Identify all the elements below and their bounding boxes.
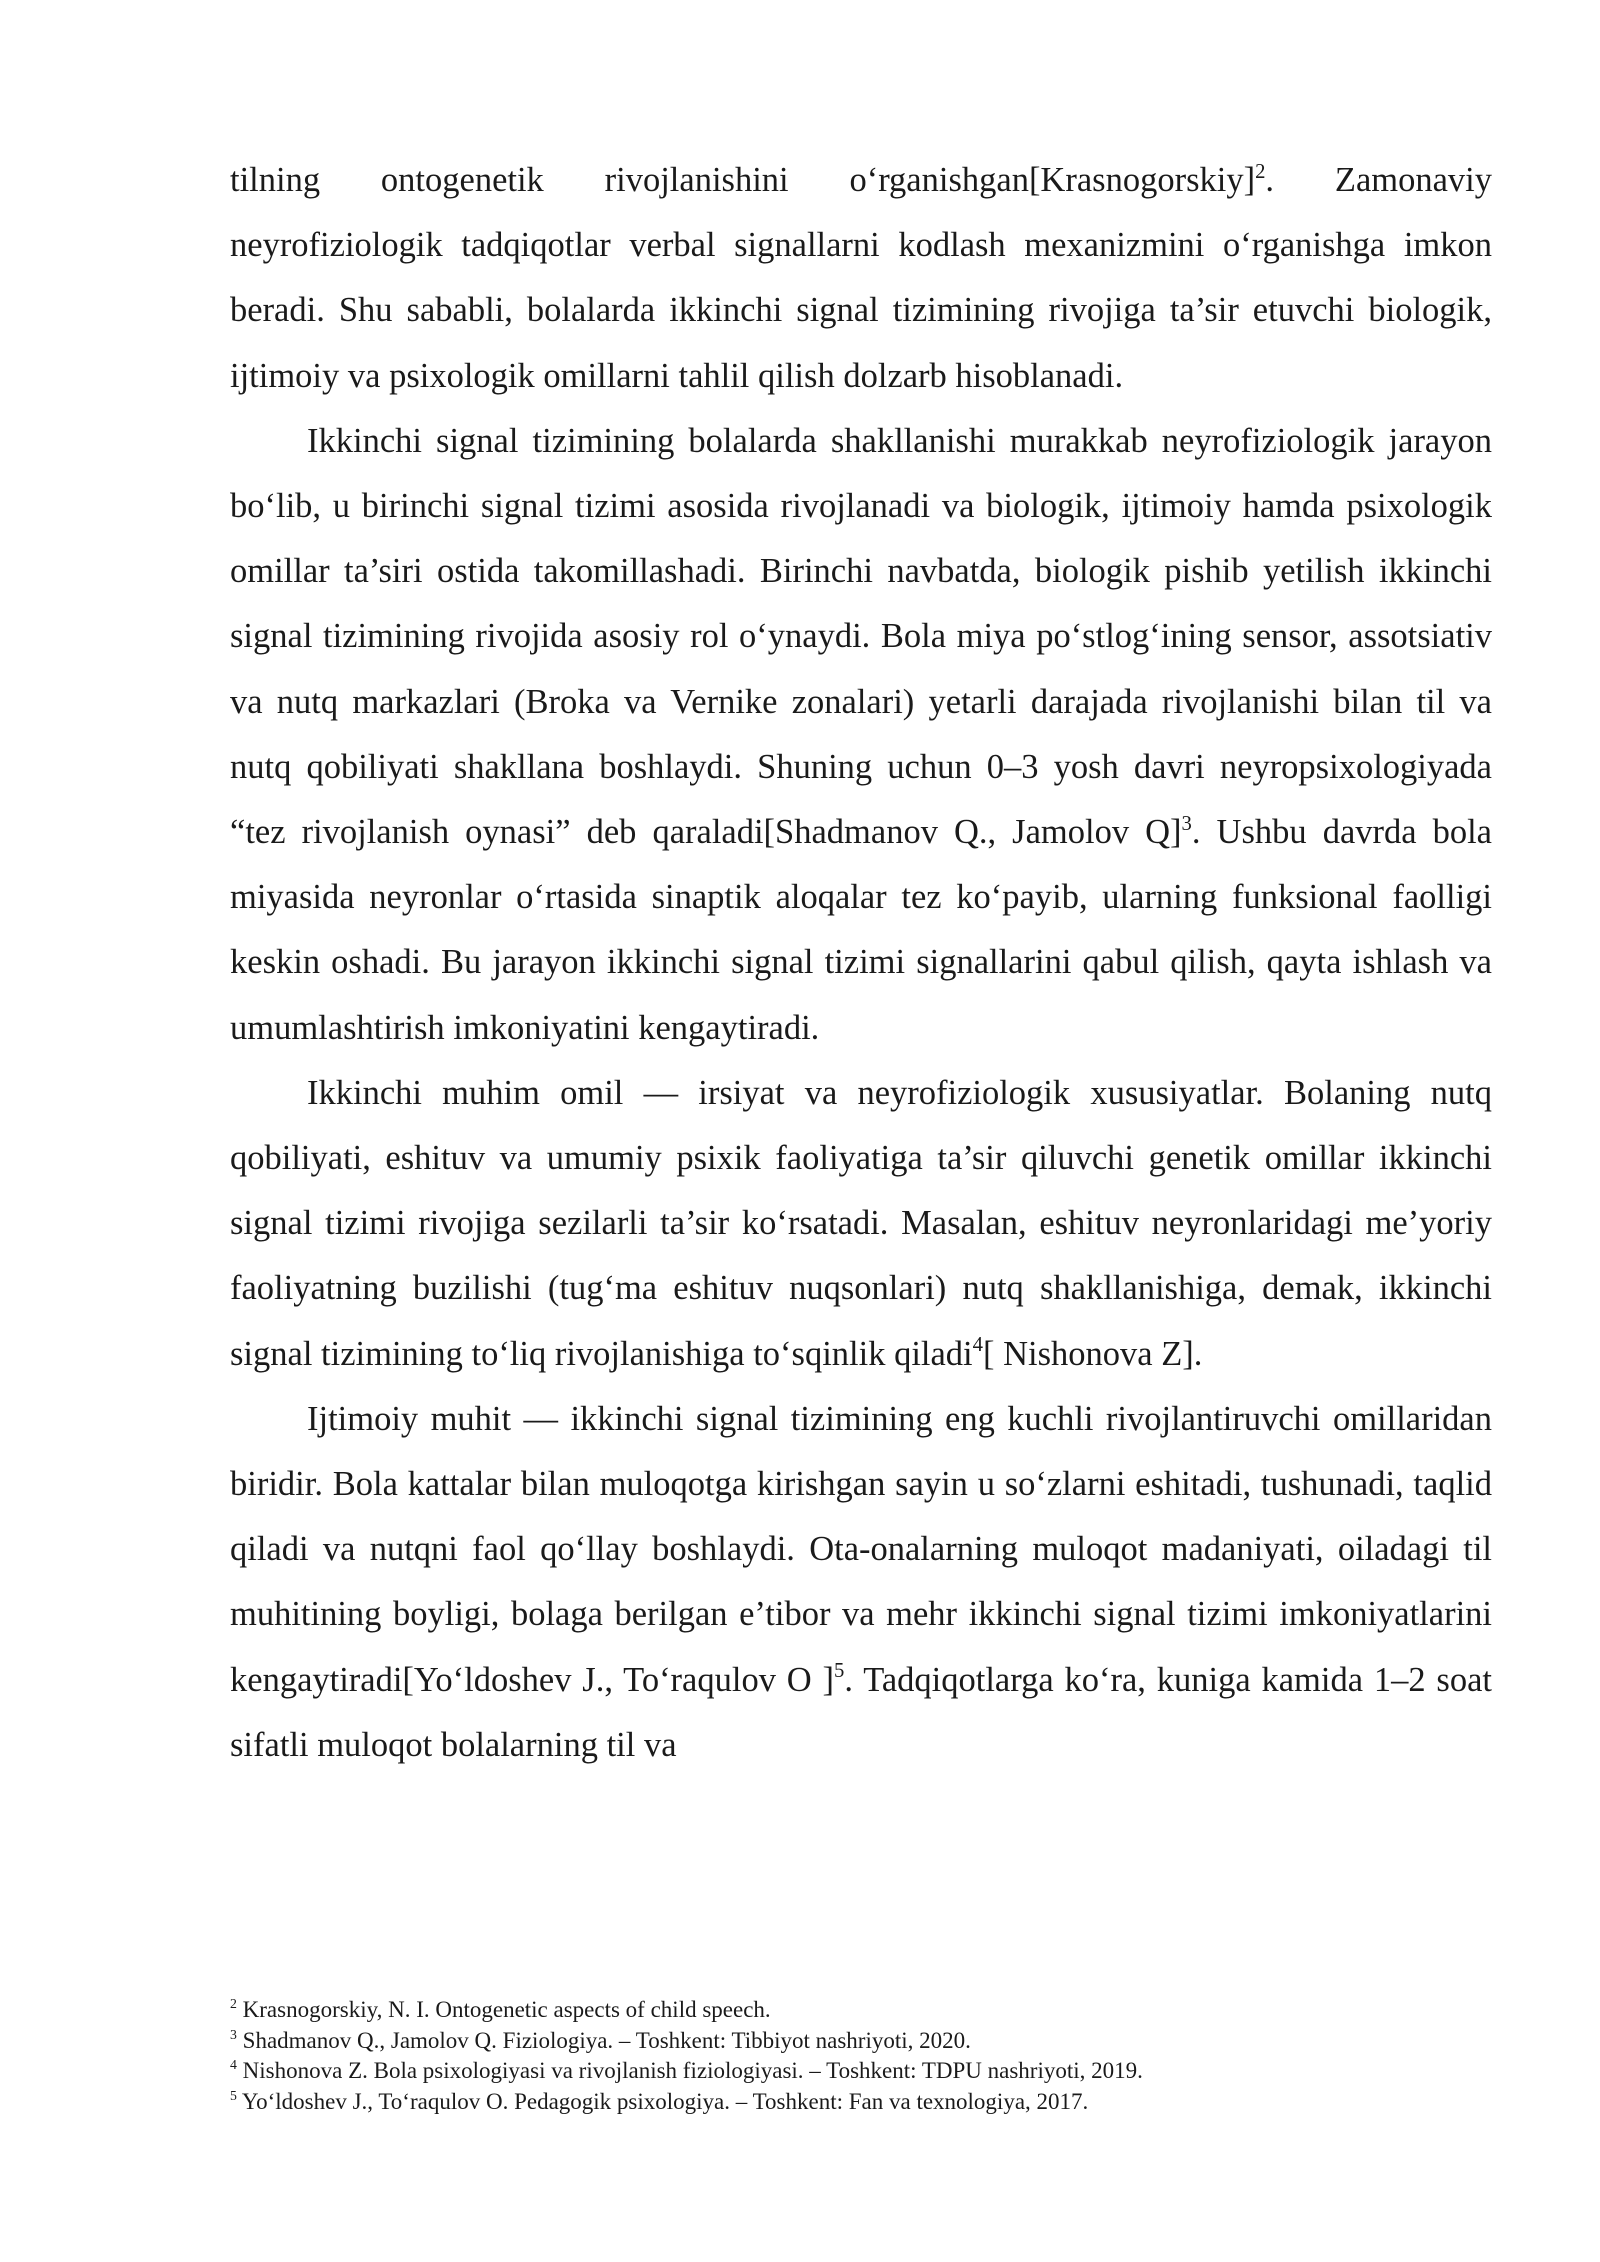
paragraph-text: [ Nishonova Z]. [983, 1334, 1203, 1373]
paragraph-text: . Tadqiqotlarga ko‘ra, kuniga kamida 1–2 soat sifatli muloqot bolalarning til va [230, 1660, 1492, 1764]
footnote-text: Krasnogorskiy, N. I. Ontogenetic aspects of child speech. [242, 1997, 771, 2022]
paragraph-3 [230, 1061, 1492, 1387]
footnote-ref-2[interactable]: 2 [1255, 160, 1266, 183]
footnote-text: Shadmanov Q., Jamolov Q. Fiziologiya. – Toshkent: Tibbiyot nashriyoti, 2020. [242, 2027, 971, 2053]
footnote-number: 3 [230, 2026, 237, 2042]
footnote-ref-5[interactable]: 5 [834, 1660, 845, 1683]
footnote-2 [230, 1995, 1492, 2026]
paragraph-text: . Ushbu davrda bola miyasida neyronlar o‘rtasida sinaptik aloqalar tez ko‘payib, ularning funksional faolligi keskin oshadi. Bu jarayon ikkinchi signal tizimi signallarini qabul qilish, qayta ishlash va umumlashtirish imkoniyatini kengaytiradi. [230, 813, 1492, 1047]
footnote-3 [230, 2026, 1492, 2057]
footnote-number: 2 [230, 1996, 237, 2012]
footnote-4 [230, 2056, 1492, 2087]
paragraph-text: Ikkinchi signal tizimining bolalarda shakllanishi murakkab neyrofiziologik jarayon bo‘lib, u birinchi signal tizimi asosida rivojlanadi va biologik, ijtimoiy hamda psixologik omillar ta’siri ostida takomillashadi. Birinchi navbatda, biologik pishib yetilish ikkinchi signal tizimining rivojida asosiy rol o‘ynaydi. Bola miya po‘stlog‘ining sensor, assotsiativ va nutq markazlari (Broka va Vernike zonalari) yetarli darajada rivojlanishi bilan til va nutq qobiliyati shakllana boshlaydi. Shuning uchun 0–3 yosh davri neyropsixologiyada “tez rivojlanish oynasi” deb qaraladi[Shadmanov Q., Jamolov Q] [230, 421, 1492, 852]
body-text [230, 148, 1492, 1778]
paragraph-1 [230, 148, 1492, 409]
paragraph-text: Ijtimoiy muhit — ikkinchi signal tizimining eng kuchli rivojlantiruvchi omillaridan biridir. Bola kattalar bilan muloqotga kirishgan sayin u so‘zlarni eshitadi, tushunadi, taqlid qiladi va nutqni faol qo‘llay boshlaydi. Ota-onalarning muloqot madaniyati, oiladagi til muhitining boyligi, bolaga berilgan e’tibor va mehr ikkinchi signal tizimi imkoniyatlarini kengaytiradi[Yo‘ldoshev J., To‘raqulov O ] [230, 1399, 1492, 1699]
paragraph-text: . Zamonaviy neyrofiziologik tadqiqotlar verbal signallarni kodlash mexanizmini o‘rganishga imkon beradi. Shu sababli, bolalarda ikkinchi signal tizimining rivojiga ta’sir etuvchi biologik, ijtimoiy va psixologik omillarni tahlil qilish dolzarb hisoblanadi. [230, 161, 1492, 395]
paragraph-2 [230, 409, 1492, 1061]
footnote-ref-4[interactable]: 4 [972, 1334, 983, 1357]
paragraph-4 [230, 1387, 1492, 1778]
footnote-ref-3[interactable]: 3 [1181, 812, 1192, 835]
footnote-number: 5 [230, 2087, 237, 2103]
footnotes [230, 1995, 1492, 2117]
footnote-text: Nishonova Z. Bola psixologiyasi va rivojlanish fiziologiyasi. – Toshkent: TDPU nashriyoti, 2019. [242, 2058, 1143, 2083]
paragraph-text: Ikkinchi muhim omil — irsiyat va neyrofiziologik xususiyatlar. Bolaning nutq qobiliyati, eshituv va umumiy psixik faoliyatiga ta’sir qiluvchi genetik omillar ikkinchi signal tizimi rivojiga sezilarli ta’sir ko‘rsatadi. Masalan, eshituv neyronlaridagi me’yoriy faoliyatning buzilishi (tug‘ma eshituv nuqsonlari) nutq shakllanishiga, demak, ikkinchi signal tizimining to‘liq rivojlanishiga to‘sqinlik qiladi [230, 1073, 1492, 1373]
footnote-text: Yo‘ldoshev J., To‘raqulov O. Pedagogik psixologiya. – Toshkent: Fan va texnologiya, 2017. [241, 2088, 1089, 2114]
footnote-number: 4 [230, 2057, 237, 2073]
footnote-5 [230, 2087, 1492, 2118]
paragraph-text: tilning ontogenetik rivojlanishini o‘rganishgan[Krasnogorskiy] [230, 161, 1256, 199]
